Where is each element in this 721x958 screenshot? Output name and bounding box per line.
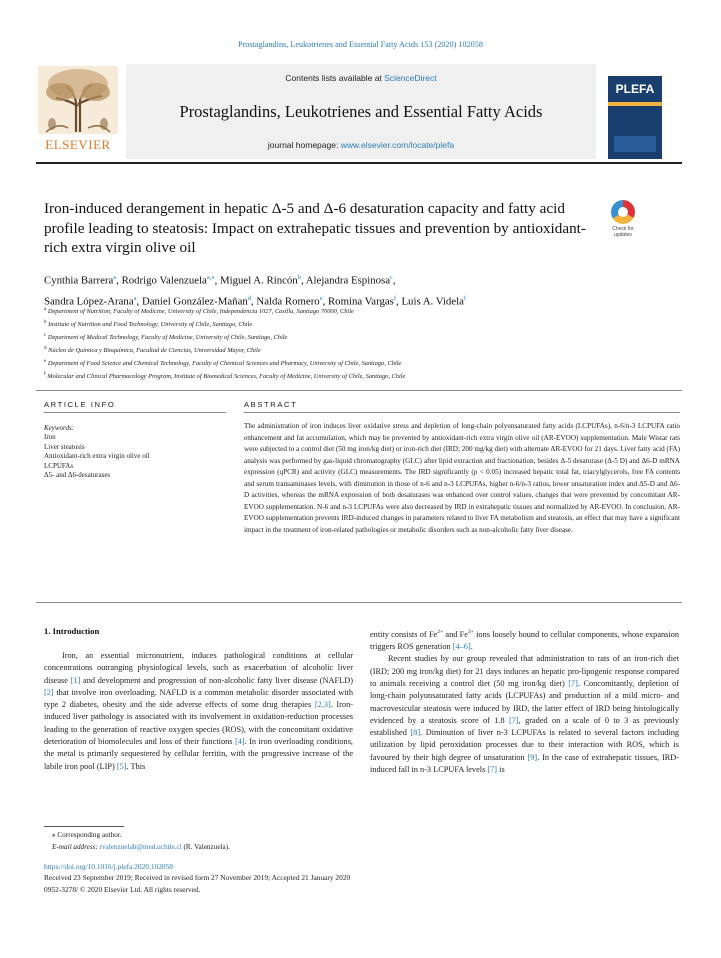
citation-link[interactable]: [2,3] (314, 700, 331, 710)
superscript: 2+ (437, 629, 444, 635)
publication-info (44, 861, 644, 895)
homepage-prefix: journal homepage: (267, 140, 341, 150)
author-affiliation-marker[interactable]: e (319, 294, 323, 302)
affiliation-item (44, 331, 664, 344)
text-run: Recent studies by our group revealed that administration to rats of an iron-rich diet (IRD; 200 mg iron/kg diet) for 21 days induces an hepatic pro-lipogenic response compared to animals receiving a control diet (50 mg iron/kg diet) (370, 654, 679, 688)
footnote-rule (44, 826, 124, 827)
keyword-item: Liver steatosis (44, 442, 85, 451)
affiliation-text: Department of Food Science and Chemical Technology, Faculty of Chemical Sciences and Pharmacy, University of Chile, Santiago, Chile (47, 360, 402, 368)
publication-dates: Received 23 September 2019; Received in revised form 27 November 2019; Accepted 21 January 2020 (44, 873, 351, 883)
footnotes (52, 830, 452, 853)
affiliation-text: Department of Nutrition, Faculty of Medicine, University of Chile, Independencia 1027, Casilla, Santiago 70000, Chile (47, 308, 354, 316)
author-name[interactable]: Romina Vargas (327, 295, 394, 308)
email-line (52, 842, 452, 854)
author-affiliation-marker[interactable]: a,⁎ (206, 274, 215, 281)
text-run: , graded on a scale of 0 to 3 as previously established (370, 715, 679, 738)
article-info-heading: ARTICLE INFO (44, 400, 116, 409)
contents-prefix: Contents lists available at (285, 73, 385, 83)
contents-line (126, 73, 596, 83)
keywords-block (44, 424, 226, 480)
text-run: . In iron overloading conditions, the metal is primarily sequestered by cellular ferritin, with the progressive increase of the labile iron pool (LIP) (44, 737, 353, 771)
elsevier-logo[interactable] (36, 64, 120, 156)
journal-citation[interactable]: Prostaglandins, Leukotrienes and Essential Fatty Acids 153 (2020) 102058 (238, 40, 483, 49)
article-title: Iron-induced derangement in hepatic Δ-5 and Δ-6 desaturation capacity and fatty acid profile leading to steatosis: Impact on extrahepatic tissues and prevention by antioxidant-rich extra virgin olive oil (44, 200, 586, 256)
author-list: Cynthia Barrera$^a$, Rodrigo Valenzuela$^{a,⁎}$, Miguel A. Rincón$^b$, Alejandra Espinosa$^c$, Sandra López-Arana$^a$, Daniel González-Mañan$^d$, Nalda Romero$^e$, Romina Vargas$^f$, Luis A. Videla$^f$ (44, 274, 467, 308)
author-affiliation-marker[interactable]: f (393, 294, 397, 302)
superscript: 3+ (467, 629, 474, 635)
article-info-rule (44, 412, 226, 413)
author-name[interactable]: Sandra López-Arana (44, 295, 134, 308)
intro-heading: 1. Introduction (44, 626, 100, 636)
text-run: Iron, an essential micronutrient, induces pathological conditions at cellular concentrations outranging physiological levels, such as exacerbation of alcoholic liver disease (44, 651, 353, 685)
corresponding-author-note: ⁎ Corresponding author. (52, 831, 122, 839)
homepage-link[interactable]: www.elsevier.com/locate/plefa (340, 140, 455, 150)
affiliation-text: Molecular and Clinical Pharmacology Program, Institute of Biomedical Sciences, Faculty of Medicine, University of Chile, Santiago, Chile (47, 373, 406, 381)
header-divider (36, 162, 682, 164)
text-run: . Diminution of liver n-3 LCPUFAs is related to several factors including utilization by lipid peroxidation processes due to their interaction with ROS, which is favoured by their high degree of unsaturation (370, 728, 679, 762)
intro-paragraph-1-continued (370, 626, 679, 653)
affiliation-key: d (44, 346, 47, 352)
intro-right-column (370, 626, 679, 776)
elsevier-wordmark: ELSEVIER (45, 137, 111, 152)
text-run: . Concomitantly, depletion of long-chain polyunsaturated fatty acids (LCPUFAs) and production of a mild micro- and macrovesicular steatosis were induced by IRD, the latter effect of IRD being histologically evidenced by a steatosis score of 1.8 (370, 678, 680, 725)
author-name[interactable]: Miguel A. Rincón (220, 274, 298, 287)
author-affiliation-marker[interactable]: a (113, 274, 117, 281)
cover-panel (614, 136, 656, 152)
affiliation-text: Núcleo de Química y Bioquímica, Facultad de Ciencias, Universidad Mayor, Chile (48, 347, 261, 355)
affiliation-text: Institute of Nutrition and Food Technology, University of Chile, Santiago, Chile (48, 321, 253, 329)
abstract-heading: ABSTRACT (244, 400, 298, 409)
journal-cover-thumbnail[interactable] (608, 76, 662, 159)
text-run: and development and progression of non-alcoholic fatty liver disease (NAFLD) (80, 675, 353, 685)
affiliation-key: f (44, 372, 46, 378)
affiliation-key: e (44, 359, 47, 365)
author-name[interactable]: Cynthia Barrera (44, 274, 114, 287)
text-run: ions loosely bound to cellular components, whose expansion triggers ROS generation (370, 629, 679, 652)
citation-link[interactable]: [9] (527, 752, 538, 762)
citation-link[interactable]: [5] (116, 761, 127, 771)
citation-link[interactable]: [8] (410, 728, 421, 738)
section-divider (36, 390, 682, 391)
abstract-text: The administration of iron induces liver oxidative stress and depletion of long-chain polyunsaturated fatty acids (LCPUFAs), n-6/n-3 LCPUFA ratio enhancement and fat accumulation, which may be prevented by antioxidant-rich extra virgin olive oil (AR-EVOO) supplementation. Male Wistar rats were subjected to a control diet (50 mg iron/kg diet) or iron-rich diet (IRD; 200 mg/kg diet) with alternate AR-EVOO for 21 days. Liver fatty acid (FA) analysis was performed by gas-liquid chromatography (GLC) after lipid extraction and fractionation, besides Δ-5 desaturase (Δ-5 D) and Δ6-D mRNA expression (qPCR) and activity (GLC) measurements. The IRD significantly (p < 0.05) increased hepatic total fat, triacylglycerols, free FA contents and serum transaminases levels, with diminution in those of n-6 and n-3 LCPUFAs, higher n-6/n-3 ratios, lower unsaturation index and Δ5-D and Δ6-D activities, whereas the mRNA expression of both desaturases was enhanced over control values, changes that were prevented by concomitant AR-EVOO supplementation. N-6 and n-3 LCPUFAs were also decreased by IRD in extrahepatic tissues and normalized by AR-EVOO. In conclusion, AR-EVOO supplementation prevents IRD-induced changes in parameters related to liver FA metabolism and steatosis, an effect that may have a significant impact in the treatment of iron-related pathologies or metabolic disorders such as non-alcoholic fatty liver disease. (244, 422, 680, 534)
journal-name: Prostaglandins, Leukotrienes and Essential Fatty Acids (179, 102, 543, 121)
cover-title: PLEFA (615, 82, 655, 96)
sciencedirect-link[interactable]: ScienceDirect (384, 73, 437, 83)
affiliation-item (44, 357, 664, 370)
journal-banner (126, 64, 596, 159)
keyword-item: LCPUFAs (44, 461, 74, 470)
author-name[interactable]: Alejandra Espinosa (305, 274, 391, 287)
text-run: is (497, 765, 505, 775)
author-affiliation-marker[interactable]: d (247, 294, 252, 302)
affiliation-key: c (44, 333, 47, 339)
keywords-label: Keywords: (44, 424, 75, 432)
author-affiliation-marker[interactable]: f (463, 294, 467, 302)
crossmark-label: Check for updates (612, 226, 634, 238)
cover-band (608, 102, 662, 106)
keywords-list (44, 433, 226, 480)
citation-link[interactable]: [4] (234, 737, 245, 747)
abstract-bottom-divider (36, 602, 682, 603)
keyword-item: Δ5- and Δ6-desaturases (44, 471, 111, 480)
author-name[interactable]: Luis A. Videla (401, 295, 464, 308)
affiliation-item (44, 370, 664, 383)
affiliation-key: b (44, 320, 47, 326)
affiliation-list (44, 305, 664, 383)
homepage-line (126, 140, 596, 150)
text-run: that involve iron overloading. NAFLD is a common metabolic disorder associated with type 2 diabetes, obesity and the side adverse effects of some drug therapies (44, 687, 353, 710)
text-run: . (470, 642, 473, 652)
email-link[interactable]: rvalenzuelab@med.uchile.cl (99, 842, 182, 851)
author-affiliation-marker[interactable]: c (390, 274, 393, 281)
copyright-line: 0952-3278/ © 2020 Elsevier Ltd. All rights reserved. (44, 884, 201, 894)
author-name[interactable]: Nalda Romero (256, 295, 320, 308)
author-affiliation-marker[interactable]: b (297, 274, 301, 281)
doi-link[interactable]: https://doi.org/10.1016/j.plefa.2020.102058 (44, 862, 173, 871)
intro-paragraph-2 (370, 653, 679, 776)
check-for-updates-badge[interactable] (606, 200, 640, 236)
citation-link[interactable]: [7] (508, 715, 519, 725)
affiliation-item (44, 344, 664, 357)
text-run: . In the case of extrahepatic tissues, IRD-induced fall in n-3 LCPUFA levels (370, 752, 680, 775)
author-affiliation-marker[interactable]: a (133, 294, 137, 302)
text-run: entity consists of Fe (370, 629, 438, 639)
citation-link[interactable]: [7] (568, 678, 578, 688)
keyword-item: Iron (44, 433, 56, 442)
citation-link[interactable]: [2] (44, 687, 54, 697)
citation-link[interactable]: [4–6] (452, 642, 471, 652)
crossmark-icon (611, 200, 635, 224)
author-name[interactable]: Daniel González-Mañan (141, 295, 248, 308)
affiliation-key: a (44, 307, 47, 312)
affiliation-item (44, 318, 664, 331)
abstract-rule (244, 412, 680, 413)
email-suffix: (R. Valenzuela). (181, 842, 230, 851)
affiliation-item (44, 305, 664, 318)
text-run: and Fe (443, 629, 468, 639)
journal-header (36, 64, 682, 159)
elsevier-tree-icon (38, 66, 118, 134)
text-run: . This (126, 761, 146, 771)
citation-link[interactable]: [7] (487, 765, 498, 775)
keyword-item: Antioxidant-rich extra virgin olive oil (44, 452, 150, 461)
author-name[interactable]: Rodrigo Valenzuela (121, 274, 207, 287)
text-run: . Iron-induced liver pathology is associated with its involvement in oxidation-reduction processes leading to the generation of reactive oxygen species (ROS), with the concomitant oxidative deterioration of biomolecules and loss of their functions (44, 700, 353, 747)
email-label: E-mail address: (52, 842, 98, 851)
affiliation-text: Department of Medical Technology, Faculty of Medicine, University of Chile, Santiago, Chile (47, 334, 288, 342)
citation-link[interactable]: [1] (70, 675, 81, 685)
intro-left-column (44, 650, 353, 773)
